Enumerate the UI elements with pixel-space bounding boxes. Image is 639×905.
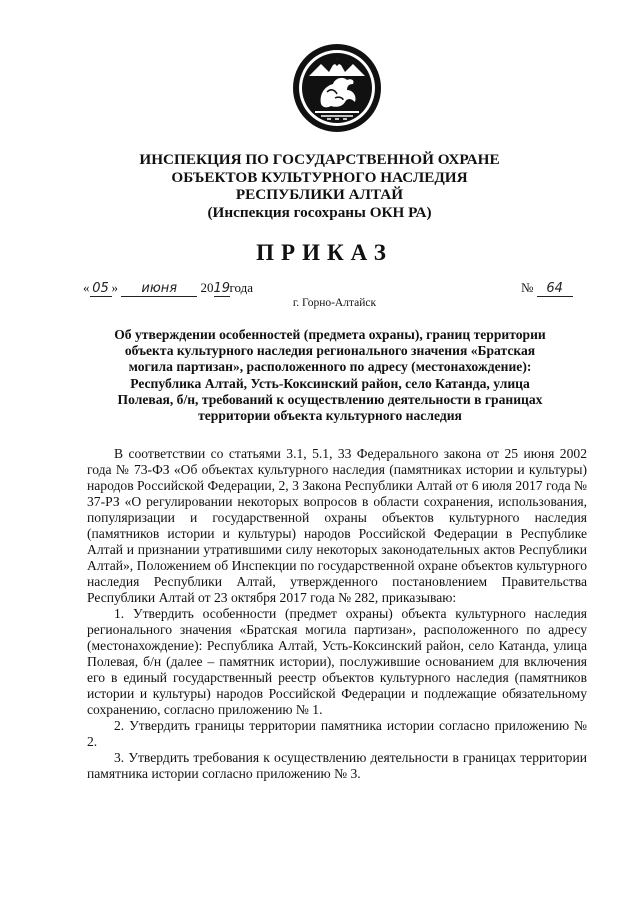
- document-subject: [70, 327, 590, 424]
- date-year-prefix: 20: [200, 280, 214, 295]
- body-item-2: 2. Утвердить границы территории памятника истории согласно приложению № 2.: [87, 718, 587, 749]
- document-body: [87, 446, 587, 782]
- number-sign: №: [521, 280, 534, 295]
- document-number: [521, 280, 573, 297]
- date-close-quote: »: [111, 280, 118, 295]
- subject-line: Об утверждении особенностей (предмета охраны), границ территории: [114, 327, 546, 342]
- organization-line: РЕСПУБЛИКИ АЛТАЙ: [235, 186, 404, 203]
- date-month: июня: [121, 282, 197, 297]
- organization-line: ИНСПЕКЦИЯ ПО ГОСУДАРСТВЕННОЙ ОХРАНЕ: [139, 151, 500, 168]
- date-year-word: года: [229, 280, 254, 295]
- coat-of-arms-icon: [291, 42, 383, 134]
- document-date: [83, 280, 253, 297]
- organization-short-name: (Инспекция госохраны ОКН РА): [207, 203, 432, 221]
- date-year-suffix: 19: [213, 281, 231, 296]
- date-day: 05: [90, 282, 112, 297]
- number-value: 64: [537, 282, 573, 297]
- organization-header: [60, 151, 579, 221]
- date-open-quote: «: [83, 280, 90, 295]
- subject-line: объекта культурного наследия регионального значения «Братская: [124, 343, 536, 359]
- subject-line: могила партизан», расположенного по адресу (местонахождение):: [128, 359, 532, 375]
- document-type-title: ПРИКАЗ: [256, 240, 393, 265]
- subject-line: территории объекта культурного наследия: [198, 408, 462, 424]
- subject-line: Республика Алтай, Усть-Коксинский район, село Катанда, улица: [130, 375, 530, 391]
- body-preamble: В соответствии со статьями 3.1, 5.1, 33 Федерального закона от 25 июня 2002 года № 73-ФЗ «Об объектах культурного наследия (памятниках истории и культуры) народов Российской Федерации, 2, 3 Закона Республики Алтай от 6 июля 2017 года № 37-РЗ «О регулировании некоторых вопросов в области сохранения, использования, популяризации и государственной охраны объектов культурного наследия (памятников истории и культуры) народов Российской Федерации в Республике Алтай и признании утратившими силу некоторых законодательных актов Республики Алтай», Положением об Инспекции по государственной охране объектов культурного наследия Республики Алтай, утвержденного постановлением Правительства Республики Алтай от 23 октября 2017 года № 282, приказываю:: [87, 446, 587, 605]
- subject-line: Полевая, б/н, требований к осуществлению деятельности в границах: [117, 391, 543, 407]
- organization-line: ОБЪЕКТОВ КУЛЬТУРНОГО НАСЛЕДИЯ: [171, 168, 468, 186]
- document-city: г. Горно-Алтайск: [292, 297, 377, 309]
- body-item-1: 1. Утвердить особенности (предмет охраны) объекта культурного наследия регионального значения «Братская могила партизан», расположенного по адресу (местонахождение): Республика Алтай, Усть-Коксинский район, село Катанда, улица Полевая, б/н (далее – памятник истории), послужившие основанием для включения его в единый государственный реестр объектов культурного наследия (памятников истории и культуры) народов Российской Федерации и подлежащие обязательному сохранению, согласно приложению № 1.: [87, 606, 587, 717]
- body-item-3: 3. Утвердить требования к осуществлению деятельности в границах территории памятника истории согласно приложению № 3.: [87, 750, 587, 781]
